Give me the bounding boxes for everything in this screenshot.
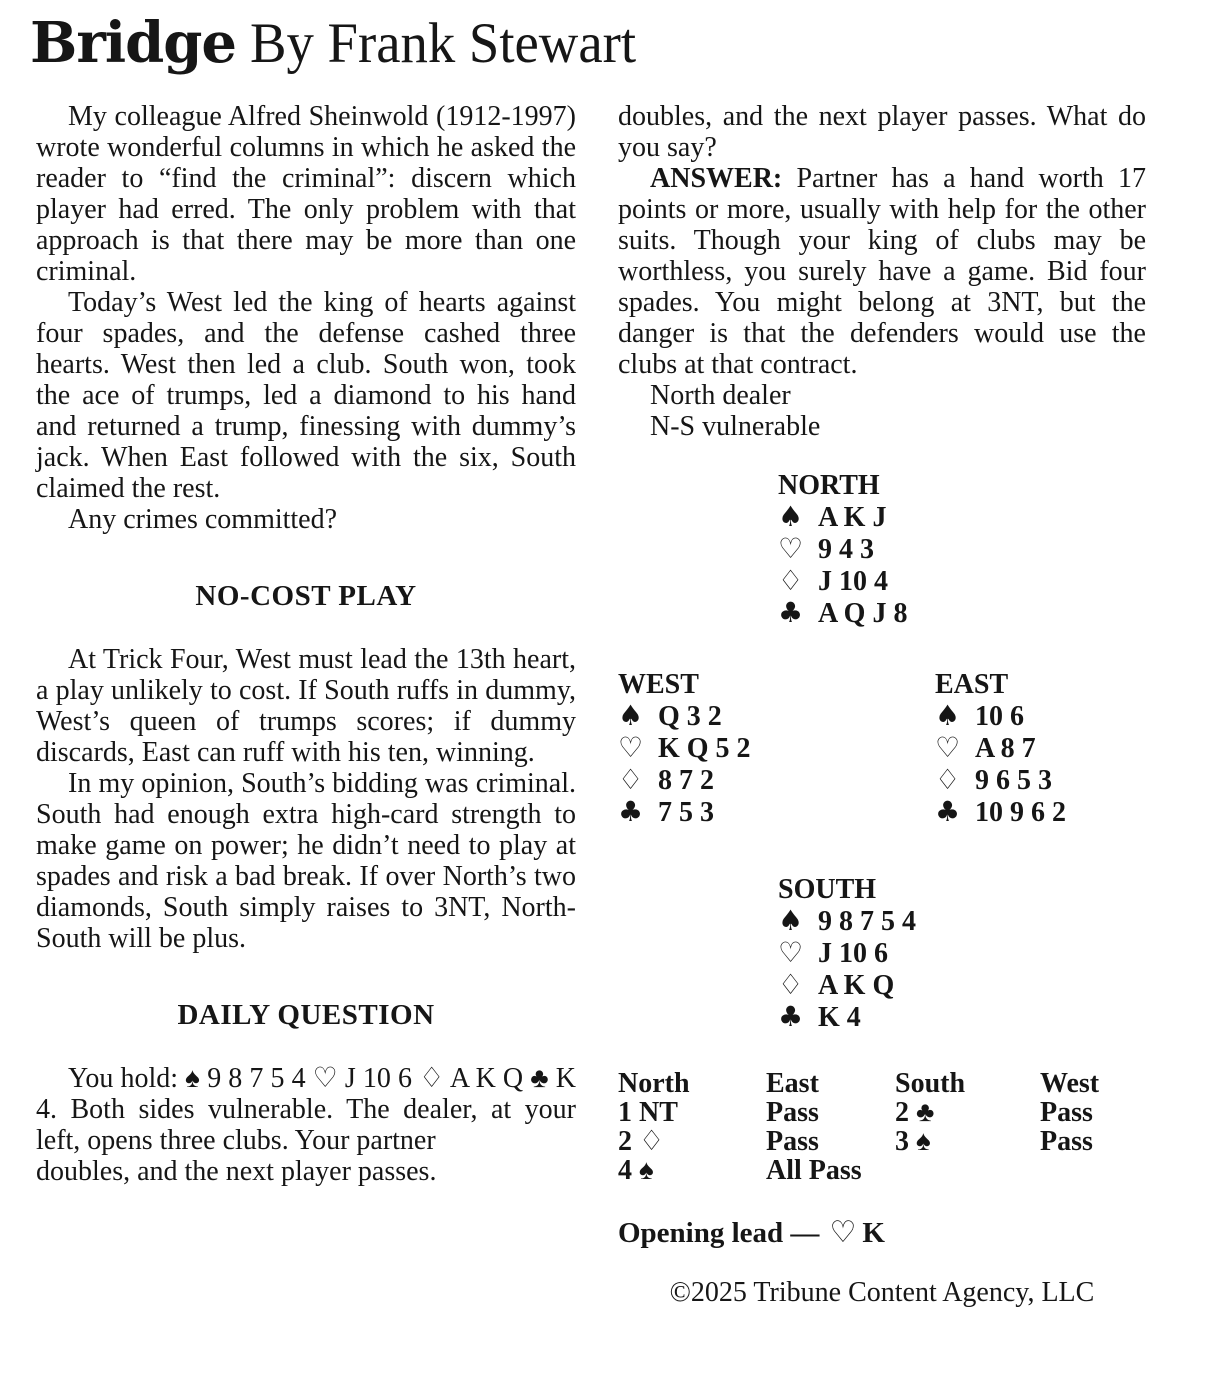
east-hand xyxy=(935,669,1066,828)
south-hearts-row xyxy=(778,937,1146,969)
diamond-icon: ♢ xyxy=(935,763,961,796)
north-clubs-row xyxy=(778,597,1146,629)
paragraph-no-cost-1: At Trick Four, West must lead the 13th heart, a play unlikely to cost. If South ruffs in dummy, West’s queen of trumps scores; if dummy discards, East can ruff with his ten, winning. xyxy=(36,644,576,768)
column-byline: By Frank Stewart xyxy=(250,12,637,75)
east-hearts: A 8 7 xyxy=(975,733,1036,764)
east-hand-label: EAST xyxy=(935,669,1009,700)
north-diamonds: J 10 4 xyxy=(818,566,888,597)
copyright-line: ©2025 Tribune Content Agency, LLC xyxy=(669,1277,1095,1308)
dealer-line: North dealer xyxy=(650,380,791,411)
diamond-icon: ♢ xyxy=(618,763,644,796)
south-clubs: K 4 xyxy=(818,1002,861,1033)
bidding-table xyxy=(618,1069,1146,1185)
south-hearts: J 10 6 xyxy=(818,938,888,969)
north-hand xyxy=(618,470,1146,629)
east-clubs-row xyxy=(935,796,1066,828)
north-hearts: 9 4 3 xyxy=(818,534,874,565)
west-clubs-row xyxy=(618,796,935,828)
paragraph-answer xyxy=(618,163,1146,380)
spade-icon: ♠ xyxy=(935,699,961,732)
vulnerable-line: N-S vulnerable xyxy=(650,411,821,442)
spade-icon: ♠ xyxy=(778,500,804,533)
opening-lead-label: Opening lead — xyxy=(618,1217,820,1249)
north-spades-row xyxy=(778,501,1146,533)
spade-icon: ♠ xyxy=(618,699,644,732)
east-spades: 10 6 xyxy=(975,701,1024,732)
cutoff-text: doubles, and the next player passes. xyxy=(36,1156,437,1187)
south-clubs-row xyxy=(778,1001,1146,1033)
west-hand xyxy=(618,669,935,828)
west-clubs: 7 5 3 xyxy=(658,797,714,828)
south-hand xyxy=(618,874,1146,1033)
east-clubs: 10 9 6 2 xyxy=(975,797,1066,828)
bid-cell xyxy=(895,1156,1040,1185)
bid-cell xyxy=(1040,1156,1146,1185)
paragraph-no-cost-2: In my opinion, South’s bidding was criminal. South had enough extra high-card strength to make game on power; he didn’t need to play at spades and risk a bad break. If over North’s two diamonds, South simply raises to 3NT, North-South will be plus. xyxy=(36,768,576,954)
left-column xyxy=(36,101,576,1187)
paragraph-question: Any crimes committed? xyxy=(68,504,338,535)
club-icon: ♣ xyxy=(935,795,961,828)
bid-cell: 3 ♠ xyxy=(895,1126,931,1157)
bid-cell: Pass xyxy=(766,1126,819,1157)
north-hearts-row xyxy=(778,533,1146,565)
bidding-header-north: North xyxy=(618,1068,690,1099)
paragraph-continuation: doubles, and the next player passes. What do you say? xyxy=(618,101,1146,163)
east-spades-row xyxy=(935,700,1066,732)
paragraph-deal-story: Today’s West led the king of hearts against four spades, and the defense cashed three hearts. West then led a club. South won, took the ace of trumps, led a diamond to his hand and returned a trump, finessing with dummy’s jack. When East followed with the six, South claimed the rest. xyxy=(36,287,576,504)
north-hand-label: NORTH xyxy=(778,470,880,501)
heart-icon: ♡ xyxy=(829,1215,857,1250)
bidding-header-west: West xyxy=(1040,1068,1100,1099)
west-diamonds-row xyxy=(618,764,935,796)
section-heading-no-cost-play: NO-COST PLAY xyxy=(195,580,417,612)
bid-cell: 2 ♣ xyxy=(895,1097,935,1128)
south-hand-label: SOUTH xyxy=(778,874,877,905)
west-hand-label: WEST xyxy=(618,669,699,700)
bid-cell: 1 NT xyxy=(618,1097,678,1128)
heart-icon: ♡ xyxy=(935,731,961,764)
west-diamonds: 8 7 2 xyxy=(658,765,714,796)
south-spades: 9 8 7 5 4 xyxy=(818,906,916,937)
east-hearts-row xyxy=(935,732,1066,764)
heart-icon: ♡ xyxy=(618,731,644,764)
club-icon: ♣ xyxy=(618,795,644,828)
heart-icon: ♡ xyxy=(778,936,804,969)
south-diamonds-row xyxy=(778,969,1146,1001)
section-heading-daily-question: DAILY QUESTION xyxy=(177,999,435,1031)
west-east-row xyxy=(618,669,1146,828)
diamond-icon: ♢ xyxy=(778,564,804,597)
diamond-icon: ♢ xyxy=(778,968,804,1001)
cutoff-line xyxy=(36,1156,576,1187)
west-spades: Q 3 2 xyxy=(658,701,722,732)
bid-cell: 4 ♠ xyxy=(618,1155,654,1186)
west-hearts: K Q 5 2 xyxy=(658,733,751,764)
opening-lead xyxy=(618,1217,1146,1249)
west-spades-row xyxy=(618,700,935,732)
club-icon: ♣ xyxy=(778,1000,804,1033)
bid-cell: All Pass xyxy=(766,1155,862,1186)
north-spades: A K J xyxy=(818,502,887,533)
bidding-header-east: East xyxy=(766,1068,819,1099)
bid-cell: Pass xyxy=(766,1097,819,1128)
west-hearts-row xyxy=(618,732,935,764)
answer-text: Partner has a hand worth 17 points or more, usually with help for the other suits. Though your king of clubs may be worthless, you surely have a game. Bid four spades. You might belong at 3NT, but the danger is that the defenders would use the clubs at that contract. xyxy=(618,163,1146,380)
club-icon: ♣ xyxy=(778,596,804,629)
north-clubs: A Q J 8 xyxy=(818,598,908,629)
answer-label: ANSWER: xyxy=(650,163,783,194)
north-diamonds-row xyxy=(778,565,1146,597)
paragraph-intro: My colleague Alfred Sheinwold (1912-1997) wrote wonderful columns in which he asked the reader to “find the criminal”: discern which player had erred. The only problem with that approach is that there may be more than one criminal. xyxy=(36,101,576,287)
opening-lead-card: K xyxy=(862,1217,885,1249)
bidding-header-south: South xyxy=(895,1068,966,1099)
east-diamonds-row xyxy=(935,764,1066,796)
south-diamonds: A K Q xyxy=(818,970,895,1001)
east-diamonds: 9 6 5 3 xyxy=(975,765,1052,796)
heart-icon: ♡ xyxy=(778,532,804,565)
bid-cell: Pass xyxy=(1040,1097,1093,1128)
paragraph-you-hold: You hold: ♠ 9 8 7 5 4 ♡ J 10 6 ♢ A K Q ♣ K 4. Both sides vulnerable. The dealer, at your left, opens three clubs. Your partner xyxy=(36,1063,576,1156)
bid-cell: Pass xyxy=(1040,1126,1093,1157)
bid-cell: 2 ♢ xyxy=(618,1126,665,1157)
column-title: Bridge xyxy=(30,10,237,76)
column-masthead xyxy=(30,6,652,95)
spade-icon: ♠ xyxy=(778,904,804,937)
south-spades-row xyxy=(778,905,1146,937)
right-column xyxy=(618,101,1146,1308)
